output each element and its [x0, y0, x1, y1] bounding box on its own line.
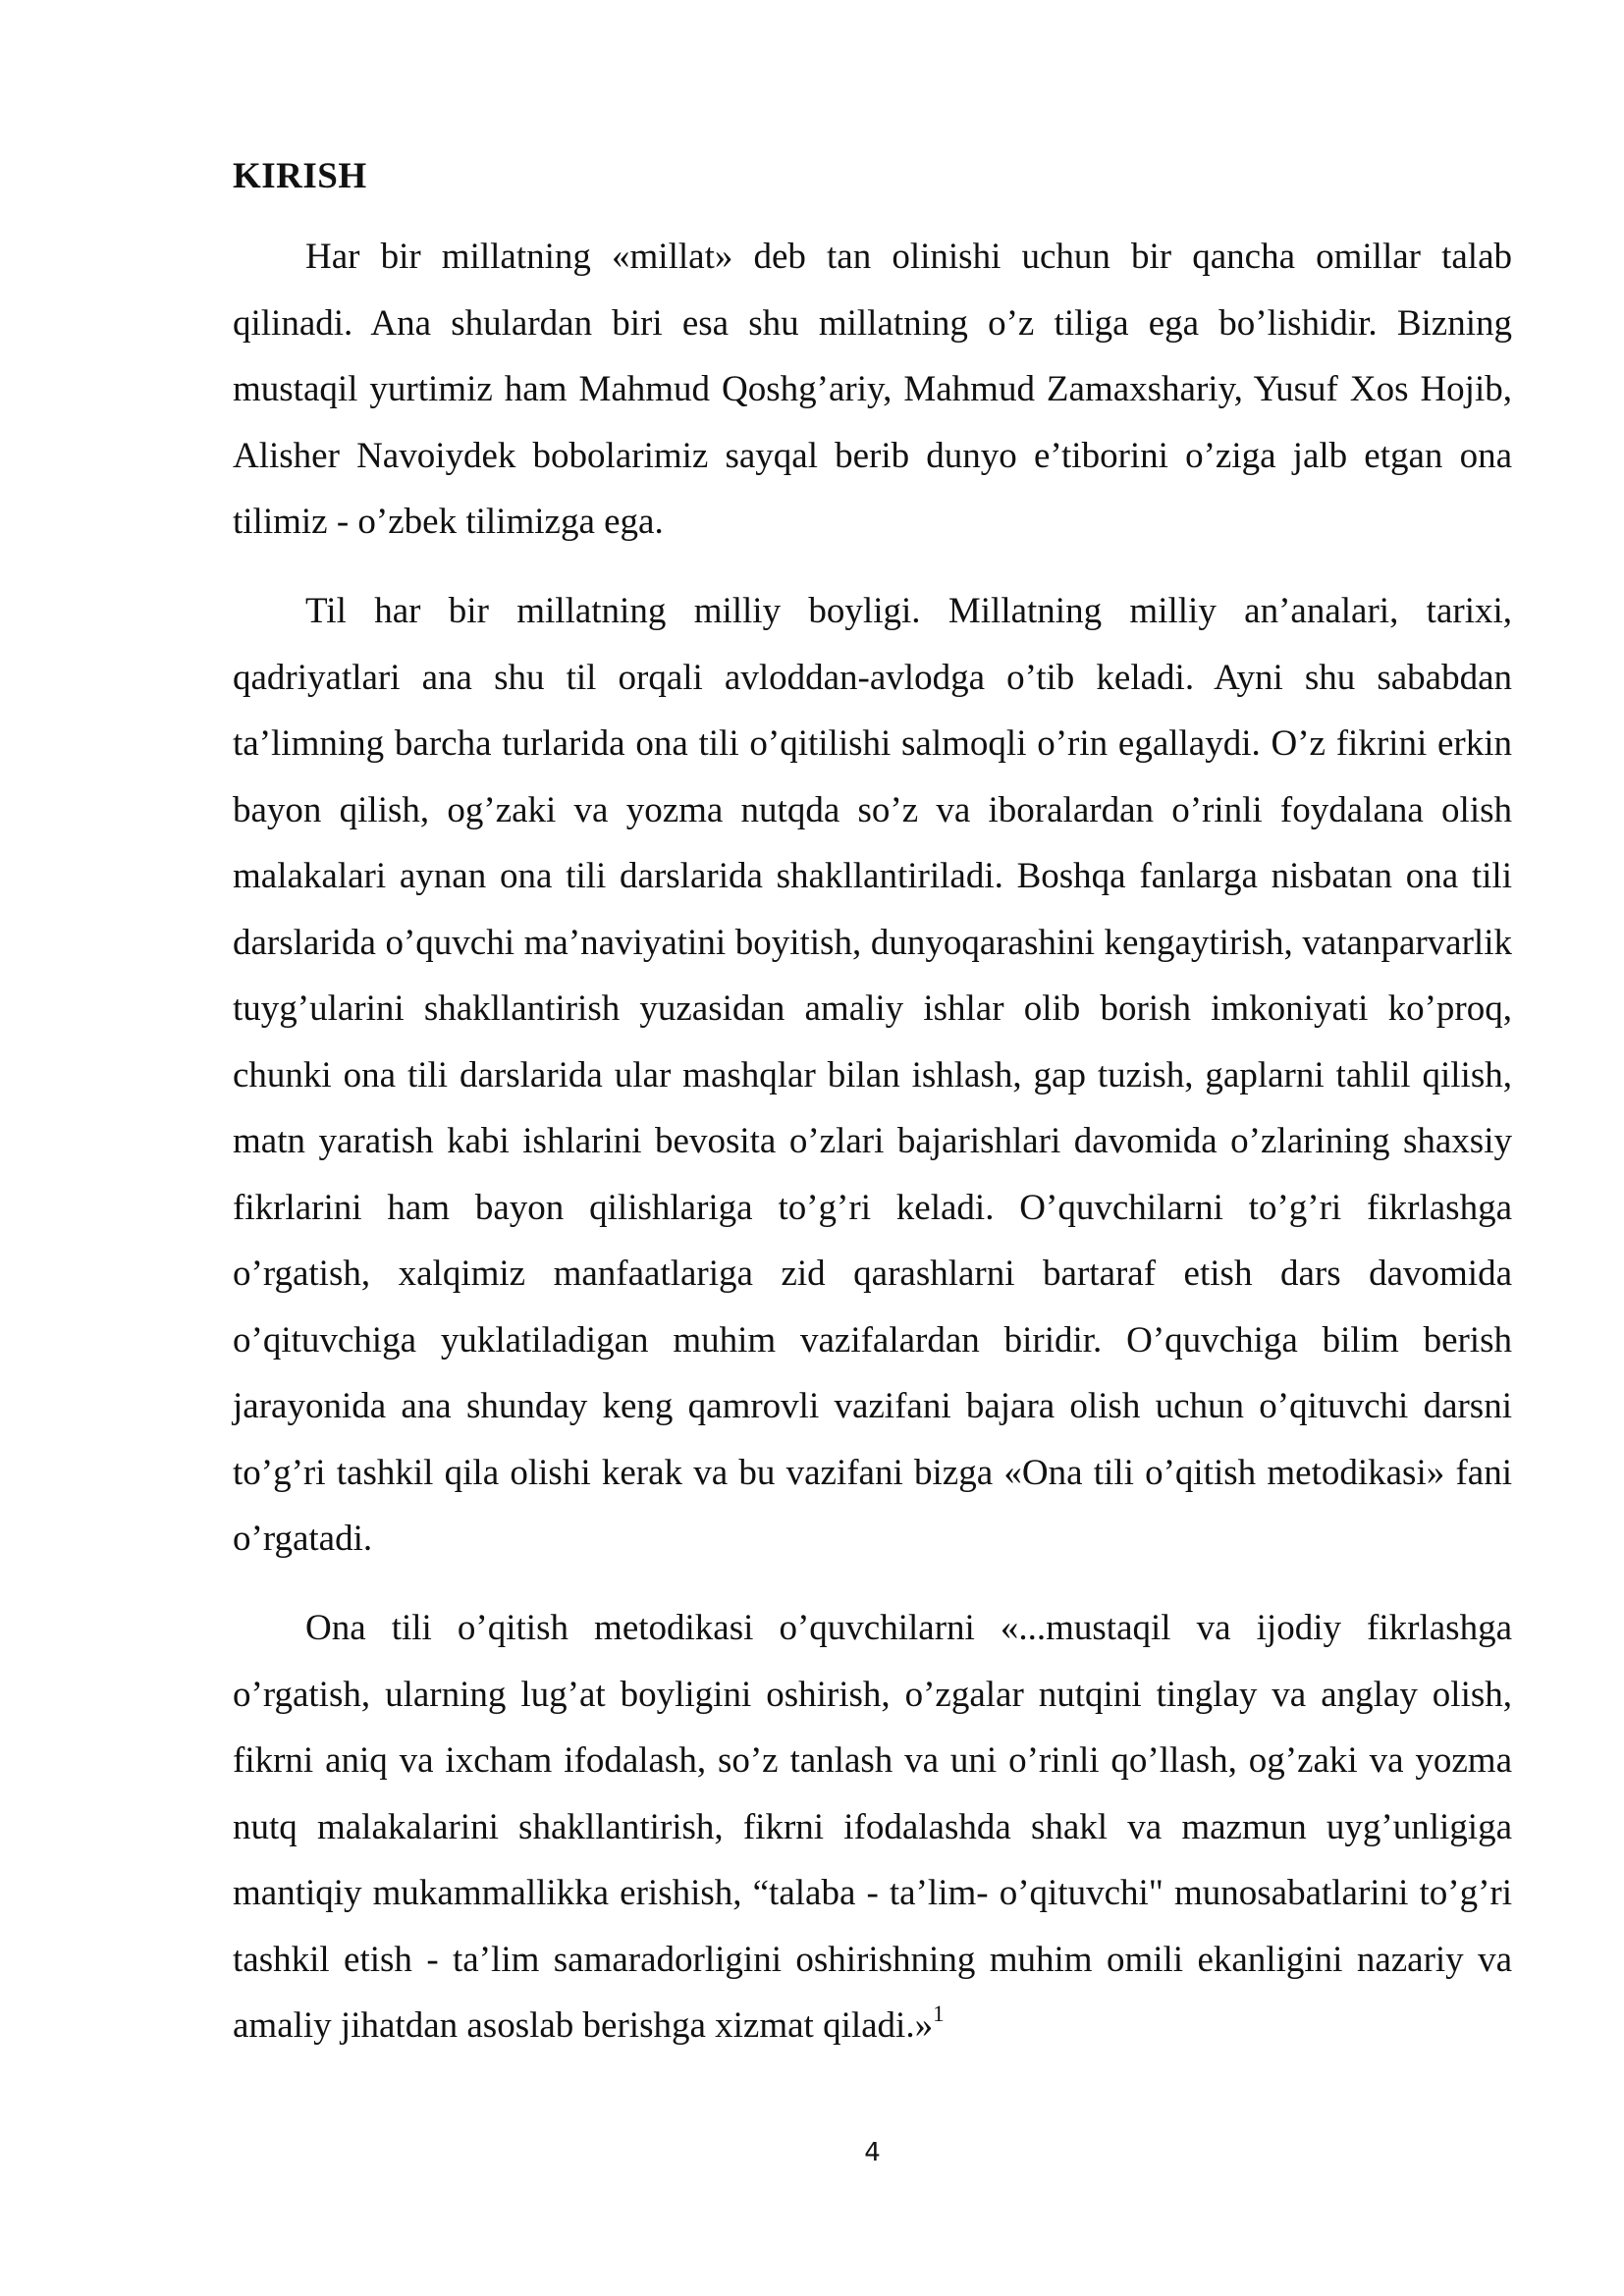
footnote-reference[interactable]: 1	[933, 2002, 945, 2026]
document-page	[233, 0, 1512, 2296]
page-number: 4	[864, 2138, 881, 2167]
paragraph-1: Har bir millatning «millat» deb tan olinishi uchun bir qancha omillar talab qilinadi. Ana shulardan biri esa shu millatning o’z tiliga ega bo’lishidir. Bizning mustaqil yurtimiz ham Mahmud Qoshg’ariy, Mahmud Zamaxshariy, Yusuf Xos Hojib, Alisher Navoiydek bobolarimiz sayqal berib dunyo e’tiborini o’ziga jalb etgan ona tilimiz - o’zbek tilimizga ega.	[233, 237, 1512, 542]
paragraph-3-text: Ona tili o’qitish metodikasi o’quvchilarni «...mustaqil va ijodiy fikrlashga o’rgatish, ularning lug’at boyligini oshirish, o’zgalar nutqini tinglay va anglay olish, fikrni aniq va ixcham ifodalash, so’z tanlash va uni o’rinli qo’llash, og’zaki va yozma nutq malakalarini shakllantirish, fikrni ifodalashda shakl va mazmun uyg’unligiga mantiqiy mukammallikka erishish, “talaba - ta’lim- o’qituvchi" munosabatlarini to’g’ri tashkil etish - ta’lim samaradorligini oshirishning muhim omili ekanligini nazariy va amaliy jihatdan asoslab berishga xizmat qiladi.»	[233, 1608, 1512, 2046]
paragraph-3	[233, 1595, 1512, 2059]
paragraph-2: Til har bir millatning milliy boyligi. Millatning milliy an’analari, tarixi, qadriyatlari ana shu til orqali avloddan-avlodga o’tib keladi. Ayni shu sababdan ta’limning barcha turlarida ona tili o’qitilishi salmoqli o’rin egallaydi. O’z fikrini erkin bayon qilish, og’zaki va yozma nutqda so’z va iboralardan o’rinli foydalana olish malakalari aynan ona tili darslarida shakllantiriladi. Boshqa fanlarga nisbatan ona tili darslarida o’quvchi ma’naviyatini boyitish, dunyoqarashini kengaytirish, vatanparvarlik tuyg’ularini shakllantirish yuzasidan amaliy ishlar olib borish imkoniyati ko’proq, chunki ona tili darslarida ular mashqlar bilan ishlash, gap tuzish, gaplarni tahlil qilish, matn yaratish kabi ishlarini bevosita o’zlari bajarishlari davomida o’zlarining shaxsiy fikrlarini ham bayon qilishlariga to’g’ri keladi. O’quvchilarni to’g’ri fikrlashga o’rgatish, xalqimiz manfaatlariga zid qarashlarni bartaraf etish dars davomida o’qituvchiga yuklatiladigan muhim vazifalardan biridir. O’quvchiga bilim berish jarayonida ana shunday keng qamrovli vazifani bajara olish uchun o’qituvchi darsni to’g’ri tashkil qila olishi kerak va bu vazifani bizga «Ona tili o’qitish metodikasi» fani o’rgatadi.	[233, 591, 1512, 1559]
section-heading: KIRISH	[233, 156, 367, 196]
